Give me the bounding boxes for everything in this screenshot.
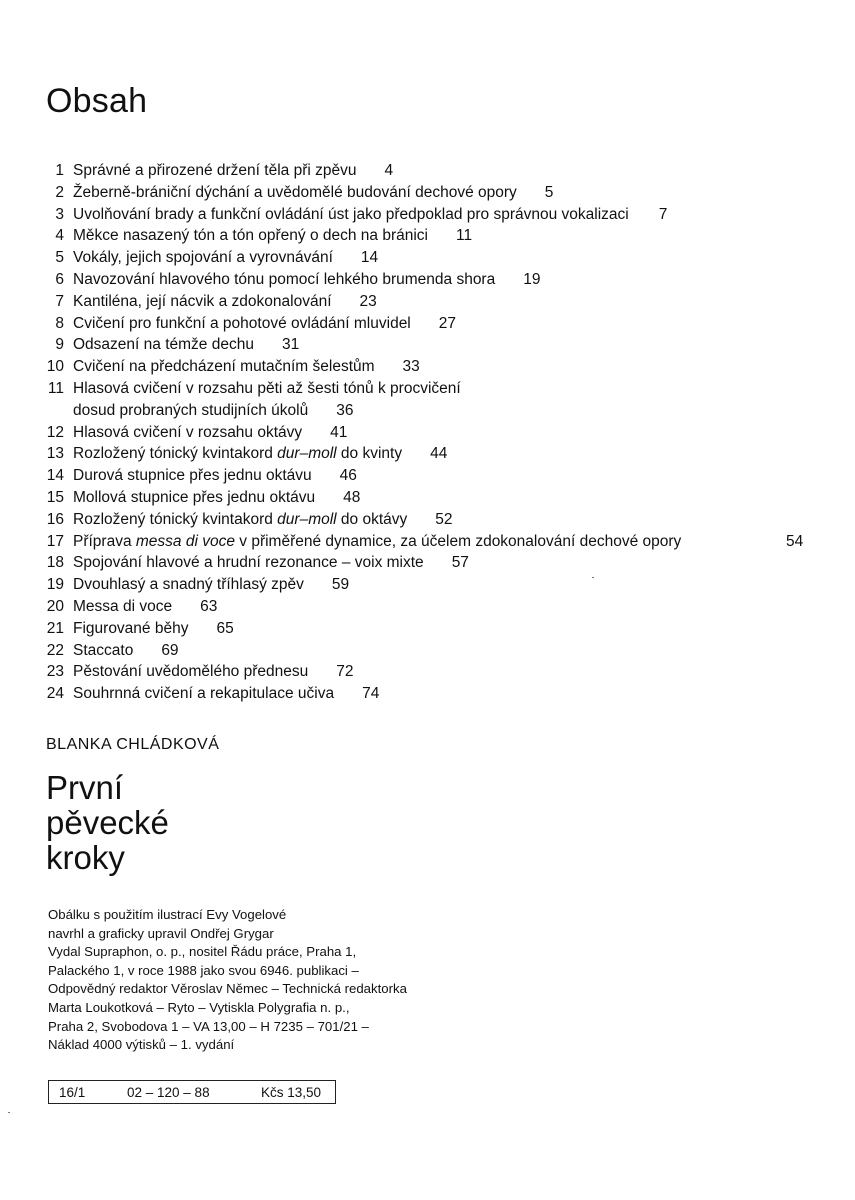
toc-entry-number: 10 [46,358,64,376]
toc-entry-page: 19 [523,270,541,288]
toc-entry-title: Hlasová cvičení v rozsahu pěti až šesti tónů k procvičení dosud probraných studijních úkolů 36 [73,379,461,419]
table-of-contents [0,160,855,705]
toc-entry-title: Figurované běhy 65 [73,619,234,637]
toc-entry-page: 44 [430,445,448,463]
toc-entry-number: 11 [47,379,64,397]
toc-entry [0,640,855,662]
toc-entry-number: 15 [46,488,64,506]
toc-entry [0,618,855,640]
colophon-line: Odpovědný redaktor Věroslav Němec – Technická redaktorka [48,981,407,997]
catalog-code: 16/1 [59,1085,86,1100]
toc-entry-page: 14 [360,249,379,267]
toc-entry [0,269,855,291]
toc-entry-number: 4 [55,227,64,245]
toc-entry-page: 23 [359,292,377,310]
toc-entry [0,204,855,226]
toc-entry-title: Dvouhlasý a snadný tříhlasý zpěv 59 [73,576,350,594]
toc-entry [0,225,855,247]
toc-entry [0,487,855,509]
toc-entry-title: Rozložený tónický kvintakord dur–moll do kvinty 44 [73,445,448,463]
colophon-line: Vydal Supraphon, o. p., nositel Řádu práce, Praha 1, [48,944,357,960]
book-title [46,770,169,875]
toc-entry [0,356,855,378]
toc-entry-page: 41 [330,423,348,441]
toc-heading: Obsah [46,82,148,120]
toc-entry-number: 6 [55,270,64,288]
toc-entry [0,531,855,553]
print-speck [592,577,594,578]
toc-entry-title: Durová stupnice přes jednu oktávu 46 [73,467,357,485]
toc-entry-page: 7 [658,205,668,223]
toc-entry [0,465,855,487]
toc-entry [0,182,855,204]
toc-entry-page: 69 [161,641,179,659]
toc-entry-number: 21 [46,619,64,637]
toc-entry-title: Měkce nasazený tón a tón opřený o dech na bránici 11 [73,227,473,245]
toc-entry-page: 27 [438,314,457,332]
toc-entry-title: Rozložený tónický kvintakord dur–moll do oktávy 52 [73,510,453,528]
toc-entry-page: 57 [451,554,469,572]
catalog-number: 02 – 120 – 88 [127,1085,210,1100]
toc-entry-page: 72 [336,663,354,681]
book-author: BLANKA CHLÁDKOVÁ [46,736,220,753]
toc-entry-number: 9 [55,336,64,354]
toc-entry [0,552,855,574]
toc-entry-page: 63 [200,597,218,615]
toc-entry-page: 54 [786,532,804,550]
toc-entry-number: 14 [46,467,64,485]
toc-entry-number: 24 [46,685,64,703]
toc-entry-title: Staccato 69 [73,641,179,659]
toc-entry-number: 16 [46,510,64,528]
toc-entry-title: Spojování hlavové a hrudní rezonance – voix mixte 57 [73,554,469,572]
toc-entry-number: 3 [55,205,64,223]
toc-entry-page: 4 [384,162,394,179]
toc-entry [0,160,855,182]
colophon-line: Marta Loukotková – Ryto – Vytiskla Polygrafia n. p., [48,999,350,1015]
toc-entry-number: 22 [46,641,64,659]
toc-entry-title: Vokály, jejich spojování a vyrovnávání 14 [73,249,379,267]
toc-entry [0,683,855,705]
book-title-line: pěvecké [46,804,169,841]
toc-entry-page: 11 [456,227,473,245]
toc-entry-title: Souhrnná cvičení a rekapitulace učiva 74 [73,685,380,703]
toc-entry-title: Správné a přirozené držení těla při zpěvu 4 [73,162,394,179]
toc-entry-number: 23 [46,663,64,681]
colophon-line: Praha 2, Svobodova 1 – VA 13,00 – H 7235 – 701/21 – [48,1018,369,1034]
toc-entry-number: 20 [46,597,64,615]
toc-entry-title: Messa di voce 63 [73,597,218,615]
toc-entry-title: Cvičení pro funkční a pohotové ovládání mluvidel 27 [73,314,457,332]
toc-entry-number: 8 [55,314,64,332]
toc-entry [0,291,855,313]
toc-entry [0,661,855,683]
toc-entry-title: Mollová stupnice přes jednu oktávu 48 [73,488,361,506]
toc-entry-title: Hlasová cvičení v rozsahu oktávy 41 [73,423,348,441]
colophon-line: navrhl a graficky upravil Ondřej Grygar [48,925,274,941]
toc-entry-title: Kantiléna, její nácvik a zdokonalování 23 [73,292,377,310]
toc-entry-page: 31 [281,336,300,354]
toc-entry-title: Žeberně-brániční dýchání a uvědomělé budování dechové opory 5 [73,183,554,201]
toc-entry-title: Navozování hlavového tónu pomocí lehkého brumenda shora 19 [73,270,541,288]
toc-entry-number: 7 [55,292,64,310]
toc-entry-number: 1 [55,162,64,179]
toc-entry-number: 19 [46,576,64,594]
book-title-line: První [46,769,124,806]
price-box [48,1080,336,1104]
colophon-line: Náklad 4000 výtisků – 1. vydání [48,1037,235,1053]
toc-entry-page: 74 [362,685,380,703]
toc-entry-title: Odsazení na témže dechu 31 [73,336,300,354]
toc-entry [0,574,855,596]
toc-entry [0,422,855,444]
toc-entry [0,378,855,422]
toc-entry-title: Cvičení na předcházení mutačním šelestům 33 [73,358,420,376]
toc-entry-page: 46 [339,467,357,485]
price: Kčs 13,50 [261,1085,322,1100]
toc-entry-title: Pěstování uvědomělého přednesu 72 [73,663,354,681]
toc-entry [0,247,855,269]
toc-entry-page: 59 [331,576,350,594]
colophon-line: Palackého 1, v roce 1988 jako svou 6946. publikaci – [48,962,359,978]
toc-entry-page: 36 [336,401,354,419]
toc-entry [0,334,855,356]
colophon-line: Obálku s použitím ilustrací Evy Vogelové [48,907,287,922]
toc-entry-number: 13 [46,445,64,463]
book-title-line: kroky [46,839,125,876]
toc-entry-page: 48 [343,488,361,506]
toc-entry-title: Příprava messa di voce v přiměřené dynamice, za účelem zdokonalování dechové opory [73,532,682,550]
toc-entry [0,313,855,335]
colophon [48,906,407,1055]
toc-entry-number: 12 [46,423,64,441]
toc-entry [0,443,855,465]
toc-entry-number: 17 [46,532,64,550]
toc-entry-page: 5 [544,183,554,201]
toc-entry-title: Uvolňování brady a funkční ovládání úst jako předpoklad pro správnou vokalizaci 7 [73,205,668,223]
toc-entry-number: 18 [46,554,64,572]
toc-entry-page: 52 [435,510,453,528]
toc-entry-number: 2 [55,183,64,201]
toc-entry [0,509,855,531]
print-speck [8,1112,10,1113]
toc-entry-page: 33 [402,358,420,376]
toc-entry [0,596,855,618]
toc-entry-page: 65 [216,619,234,637]
toc-entry-number: 5 [55,249,64,267]
